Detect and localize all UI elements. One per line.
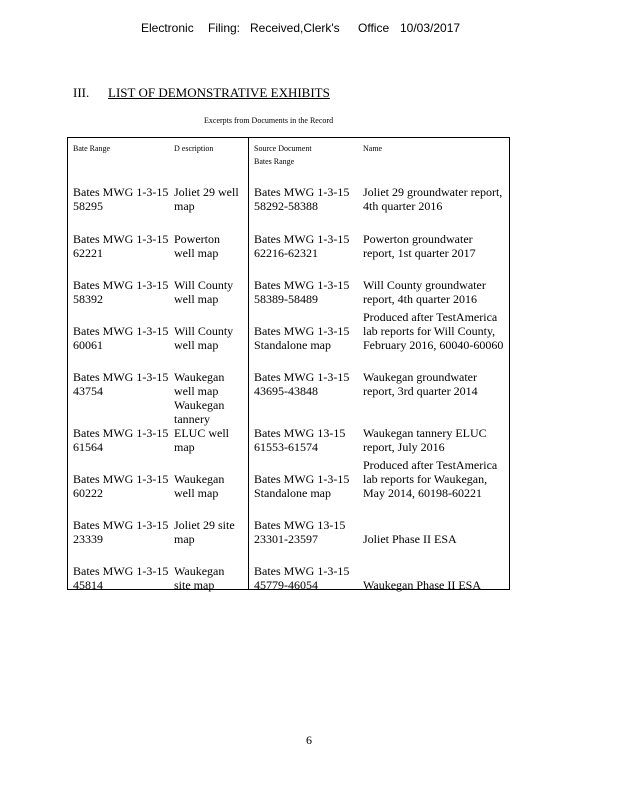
row-3-bate: Bates MWG 1-3-15 58392 [73, 278, 169, 306]
row-3-description: Will County well map [174, 278, 234, 306]
header-source-line2: Bates Range [254, 157, 295, 166]
row-7-source: Bates MWG 1-3-15 Standalone map [254, 472, 350, 500]
page-number: 6 [306, 733, 312, 747]
row-2-name: Powerton groundwater report, 1st quarter 2017 [363, 232, 476, 260]
header-name: Name [363, 144, 383, 153]
row-4-name: Produced after TestAmerica lab reports for Will County, February 2016, 60040-60060 [363, 310, 504, 352]
row-3-source: Bates MWG 1-3-15 58389-58489 [254, 278, 350, 306]
row-5-name: Waukegan groundwater report, 3rd quarter 2014 [363, 370, 478, 398]
row-7-description: Waukegan well map [174, 472, 225, 500]
header-electronic: Electronic [141, 21, 194, 35]
row-5-description: Waukegan well map [174, 370, 225, 398]
row-2-description: Powerton well map [174, 232, 220, 260]
row-8-bate: Bates MWG 1-3-15 23339 [73, 518, 169, 546]
row-9-source: Bates MWG 1-3-15 45779-46054 [254, 564, 350, 592]
row-7-name: Produced after TestAmerica lab reports for Waukegan, May 2014, 60198-60221 [363, 458, 498, 500]
header-office: Office [358, 21, 390, 35]
row-6-name: Waukegan tannery ELUC report, July 2016 [363, 426, 487, 454]
row-4-bate: Bates MWG 1-3-15 60061 [73, 324, 169, 352]
row-5-bate: Bates MWG 1-3-15 43754 [73, 370, 169, 398]
column-divider [248, 138, 249, 589]
exhibits-table [67, 137, 510, 590]
row-5-source: Bates MWG 1-3-15 43695-43848 [254, 370, 350, 398]
header-bate-range: Bate Range [73, 144, 111, 153]
row-8-source: Bates MWG 13-15 23301-23597 [254, 518, 346, 546]
row-6-source: Bates MWG 13-15 61553-61574 [254, 426, 346, 454]
section-number: III. [73, 85, 90, 100]
header-source-line1: Source Document [254, 144, 312, 153]
row-3-name: Will County groundwater report, 4th quarter 2016 [363, 278, 486, 306]
row-9-name: Waukegan Phase II ESA [363, 578, 482, 592]
row-8-description: Joliet 29 site map [174, 518, 235, 546]
row-9-description: Waukegan site map [174, 564, 225, 592]
row-2-source: Bates MWG 1-3-15 62216-62321 [254, 232, 350, 260]
row-1-source: Bates MWG 1-3-15 58292-58388 [254, 185, 350, 213]
row-7-bate: Bates MWG 1-3-15 60222 [73, 472, 169, 500]
row-6-description: Waukegan tannery ELUC well map [174, 398, 229, 454]
row-1-name: Joliet 29 groundwater report, 4th quarter 2016 [363, 185, 503, 213]
row-1-bate: Bates MWG 1-3-15 58295 [73, 185, 169, 213]
header-received: Received,Clerk's [250, 21, 340, 35]
row-4-description: Will County well map [174, 324, 234, 352]
header-date: 10/03/2017 [400, 21, 461, 35]
table-caption: Excerpts from Documents in the Record [204, 116, 334, 125]
section-title: LIST OF DEMONSTRATIVE EXHIBITS [108, 85, 330, 100]
header-source-document [254, 142, 312, 168]
header-description: D escription [174, 144, 214, 153]
row-1-description: Joliet 29 well map [174, 185, 239, 213]
row-6-bate: Bates MWG 1-3-15 61564 [73, 426, 169, 454]
row-2-bate: Bates MWG 1-3-15 62221 [73, 232, 169, 260]
row-8-name: Joliet Phase II ESA [363, 532, 457, 546]
row-9-bate: Bates MWG 1-3-15 45814 [73, 564, 169, 592]
row-4-source: Bates MWG 1-3-15 Standalone map [254, 324, 350, 352]
header-filing: Filing: [208, 21, 241, 35]
